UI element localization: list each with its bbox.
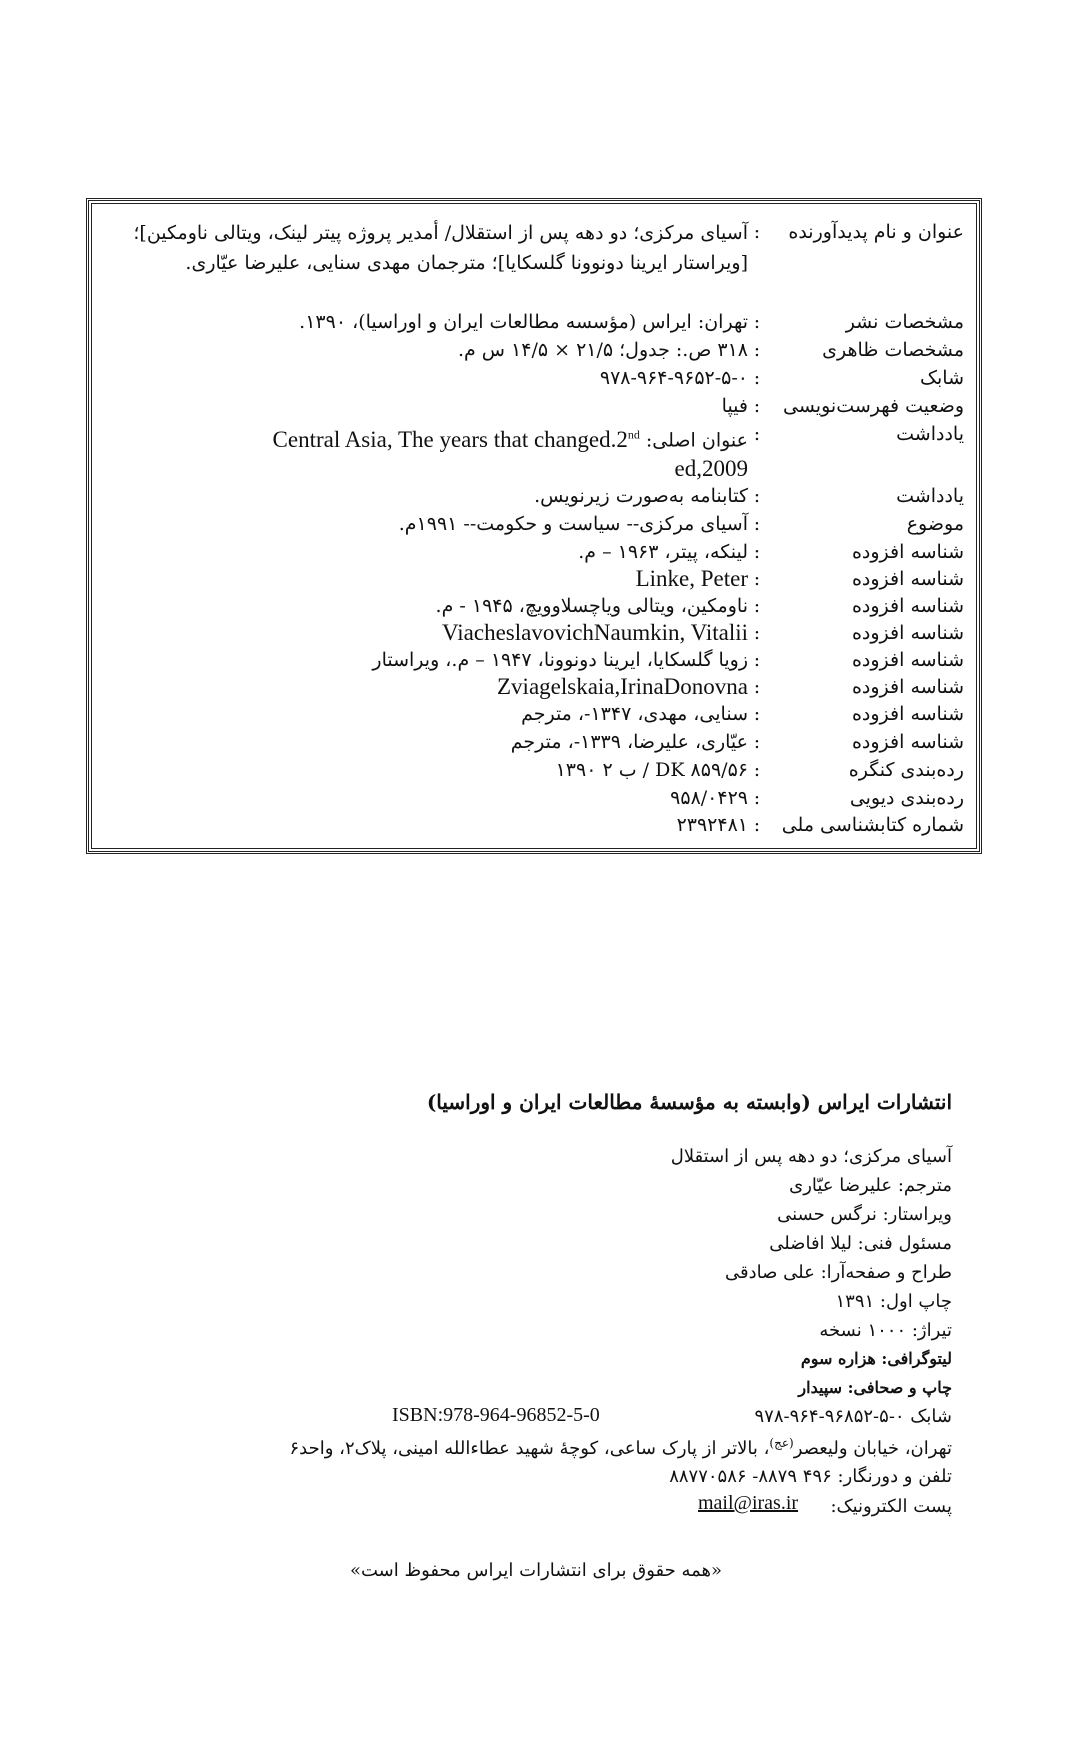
catalog-row-isbn (92, 364, 976, 392)
catalog-row-subject (92, 510, 976, 538)
catalog-label: وضعیت فهرست‌نویسی (783, 395, 964, 417)
catalog-value: کتابنامه به‌صورت زیرنویس. (534, 485, 748, 507)
catalog-row-title (92, 218, 976, 278)
catalog-value: ۹۷۸-۹۶۴-۹۶۵۲-۵-۰ (599, 367, 748, 389)
catalog-label: شناسه افزوده (851, 622, 964, 644)
catalog-value: زویا گلسکایا، ایرینا دونوونا، ۱۹۴۷ – م.، ویراستار (372, 649, 748, 671)
catalog-value: تهران: ایراس (مؤسسه مطالعات ایران و اوراسیا)، ۱۳۹۰. (299, 311, 748, 333)
translator-line: مترجم: علیرضا عیّاری (789, 1175, 952, 1196)
colon: : (753, 568, 761, 590)
catalog-value-latin: Linke, Peter (635, 566, 748, 591)
catalog-value: عیّاری، علیرضا، ۱۳۳۹-، مترجم (510, 731, 748, 753)
catalog-label: شابک (919, 367, 964, 389)
lithography-line: لیتوگرافی: هزاره سوم (800, 1349, 952, 1368)
catalog-label: شناسه افزوده (851, 541, 964, 563)
colon: : (753, 703, 761, 725)
catalog-value: لینکه، پیتر، ۱۹۶۳ – م. (578, 541, 748, 563)
catalog-row-added-entry (92, 673, 976, 701)
printing-line: چاپ و صحافی: سپیدار (798, 1378, 952, 1397)
colon: : (753, 513, 761, 535)
circulation-line: تیراژ: ۱۰۰۰ نسخه (819, 1320, 952, 1341)
catalog-value: آسیای مرکزی-- سیاست و حکومت-- ۱۹۹۱م. (398, 513, 748, 535)
publisher-heading: انتشارات ایراس (وابسته به مؤسسهٔ مطالعات ایران و اوراسیا) (426, 1090, 952, 1114)
catalog-value: DK ۸۵۹/۵۶ / ب ۲ ۱۳۹۰ (555, 759, 748, 781)
colon: : (753, 541, 761, 563)
editor-line: ویراستار: نرگس حسنی (777, 1204, 952, 1225)
catalog-row-dewey (92, 784, 976, 812)
colon: : (753, 787, 761, 809)
catalog-row-publication (92, 308, 976, 336)
catalog-row-note-original-title (92, 420, 976, 484)
original-title-prefix: عنوان اصلی: (645, 429, 748, 452)
catalog-label: شماره کتابشناسی ملی (781, 814, 964, 836)
catalog-label: مشخصات نشر (845, 311, 964, 333)
address-superscript: (عج) (769, 1436, 794, 1450)
colon: : (753, 221, 761, 243)
email-label: پست الکترونیک: (830, 1496, 952, 1517)
book-title: آسیای مرکزی؛ دو دهه پس از استقلال (670, 1146, 952, 1167)
catalog-row-note-bibliography (92, 482, 976, 510)
catalog-value (92, 420, 748, 484)
catalog-row-added-entry (92, 565, 976, 593)
colon: : (753, 595, 761, 617)
catalog-label: یادداشت (896, 423, 964, 445)
catalog-row-status (92, 392, 976, 420)
catalog-label: شناسه افزوده (851, 595, 964, 617)
colon: : (753, 731, 761, 753)
catalog-label: موضوع (906, 513, 964, 535)
catalog-label: یادداشت (896, 485, 964, 507)
colon: : (753, 759, 761, 781)
address-part-2: ، بالاتر از پارک ساعی، کوچهٔ شهید عطاءالله امینی، پلاک۲، واحد۶ (289, 1438, 770, 1459)
cataloging-box (86, 198, 982, 854)
catalog-value: سنایی، مهدی، ۱۳۴۷-، مترجم (521, 703, 748, 725)
address-part-1: تهران، خیابان ولیعصر (793, 1438, 952, 1459)
catalog-label: مشخصات ظاهری (822, 339, 964, 361)
cataloging-box-inner (91, 203, 977, 849)
colon: : (753, 395, 761, 417)
catalog-value-latin: ViacheslavovichNaumkin, Vitalii (442, 620, 748, 645)
address-line (290, 1436, 953, 1459)
colon: : (753, 485, 761, 507)
catalog-row-added-entry (92, 700, 976, 728)
catalog-row-added-entry (92, 592, 976, 620)
edition-line: چاپ اول: ۱۳۹۱ (835, 1291, 952, 1312)
phone-line: تلفن و دورنگار: ۴۹۶ ۸۸۷۹- ۸۸۷۷۰۵۸۶ (669, 1466, 952, 1487)
superscript: nd (627, 427, 640, 441)
colon: : (753, 676, 761, 698)
isbn-fa-line: شابک ۰-۵-۹۶۸۵۲-۹۶۴-۹۷۸ (754, 1406, 952, 1427)
technical-line: مسئول فنی: لیلا افاضلی (769, 1233, 952, 1254)
catalog-row-added-entry (92, 646, 976, 674)
catalog-label: عنوان و نام پدیدآورنده (788, 221, 964, 243)
colon: : (753, 367, 761, 389)
catalog-label: شناسه افزوده (851, 731, 964, 753)
rights-notice: «همه حقوق برای انتشارات ایراس محفوظ است» (349, 1560, 723, 1581)
catalog-value: ۳۱۸ ص.: جدول؛ ۲۱/۵ × ۱۴/۵ س م. (457, 339, 748, 361)
colon: : (753, 814, 761, 836)
catalog-label: رده‌بندی دیویی (849, 787, 964, 809)
catalog-label: شناسه افزوده (851, 703, 964, 725)
colon: : (753, 622, 761, 644)
catalog-row-added-entry (92, 538, 976, 566)
catalog-label: شناسه افزوده (851, 649, 964, 671)
colon: : (753, 311, 761, 333)
catalog-row-added-entry (92, 728, 976, 756)
original-title-edition: ed,2009 (674, 455, 748, 481)
designer-line: طراح و صفحه‌آرا: علی صادقی (725, 1262, 952, 1283)
catalog-row-added-entry (92, 619, 976, 647)
colon: : (753, 339, 761, 361)
catalog-value-latin: Zviagelskaia,IrinaDonovna (497, 674, 748, 699)
catalog-label: شناسه افزوده (851, 568, 964, 590)
catalog-label: شناسه افزوده (851, 676, 964, 698)
catalog-value: فیپا (721, 395, 748, 417)
email-link[interactable]: mail@iras.ir (698, 1492, 799, 1514)
original-title-text: Central Asia, The years that changed.2 (272, 426, 628, 452)
colon: : (753, 423, 761, 445)
catalog-value: ناومکین، ویتالی ویاچسلاوویچ، ۱۹۴۵ - م. (435, 595, 748, 617)
catalog-value: ۲۳۹۲۴۸۱ (676, 814, 748, 836)
catalog-label: رده‌بندی کنگره (848, 759, 964, 781)
catalog-value: آسیای مرکزی؛ دو دهه پس از استقلال/ أمدیر پروژه پیتر لینک، ویتالی ناومکین]؛ [ویراستار ایرینا دونوونا گلسکایا]؛ مترجمان مهدی سنایی، علیرضا عیّاری. (133, 222, 748, 274)
original-title-latin (273, 427, 640, 452)
catalog-row-physical (92, 336, 976, 364)
catalog-row-congress (92, 756, 976, 784)
catalog-row-national-bib (92, 811, 976, 839)
colon: : (753, 649, 761, 671)
isbn-latin: ISBN:978-964-96852-5-0 (392, 1404, 600, 1426)
catalog-value: ۹۵۸/۰۴۲۹ (670, 787, 748, 809)
